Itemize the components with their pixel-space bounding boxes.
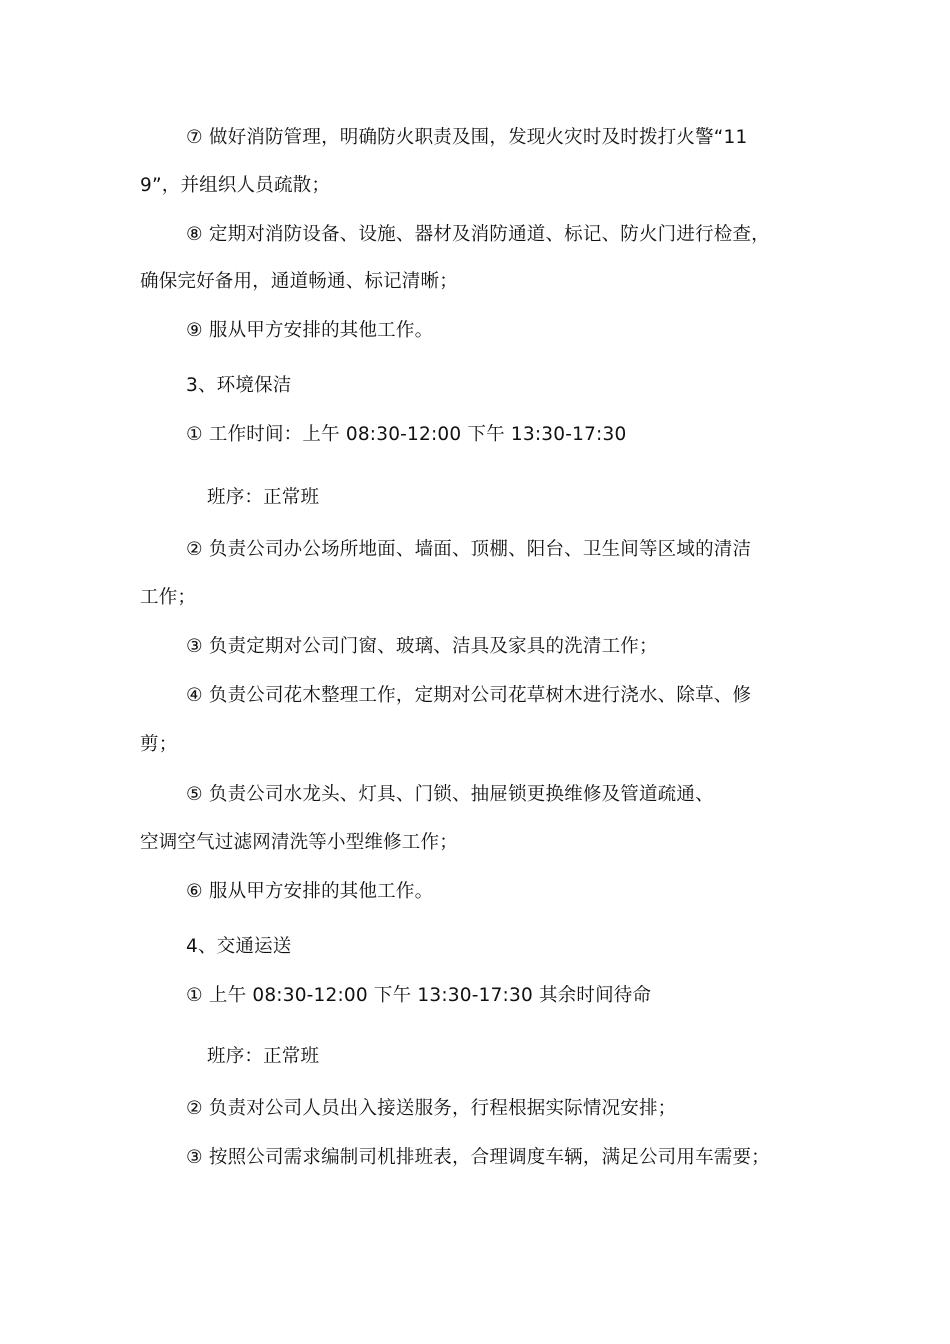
- text-line: ⑤ 负责公司水龙头、灯具、门锁、抽屉锁更换维修及管道疏通、: [186, 784, 714, 805]
- text-line: 剪；: [140, 734, 178, 755]
- text-line: ③ 按照公司需求编制司机排班表，合理调度车辆，满足公司用车需要；: [186, 1147, 770, 1168]
- text-line: ③ 负责定期对公司门窗、玻璃、洁具及家具的洗清工作；: [186, 636, 658, 657]
- text-line: ② 负责对公司人员出入接送服务，行程根据实际情况安排；: [186, 1098, 677, 1119]
- text-line: 工作；: [140, 587, 197, 608]
- text-line: ① 上午 08:30-12:00 下午 13:30-17:30 其余时间待命: [186, 985, 652, 1006]
- text-line: ⑧ 定期对消防设备、设施、器材及消防通道、标记、防火门进行检查，: [186, 224, 770, 245]
- text-line: ④ 负责公司花木整理工作，定期对公司花草树木进行浇水、除草、修: [186, 685, 752, 706]
- text-line: 9”，并组织人员疏散；: [140, 175, 331, 196]
- text-line: 班序：正常班: [207, 1046, 320, 1067]
- text-line: 确保完好备用，通道畅通、标记清晰；: [140, 271, 458, 292]
- text-line: ⑥ 服从甲方安排的其他工作。: [186, 881, 434, 902]
- text-line: ① 工作时间：上午 08:30-12:00 下午 13:30-17:30: [186, 424, 627, 445]
- text-line: ② 负责公司办公场所地面、墙面、顶棚、阳台、卫生间等区域的清洁: [186, 539, 752, 560]
- text-line: ⑨ 服从甲方安排的其他工作。: [186, 320, 434, 341]
- text-line: 空调空气过滤网清洗等小型维修工作；: [140, 832, 458, 853]
- section-heading: 4、交通运送: [186, 936, 292, 957]
- text-line: ⑦ 做好消防管理，明确防火职责及围，发现火灾时及时拨打火警“11: [186, 127, 748, 148]
- text-line: 班序：正常班: [207, 487, 320, 508]
- section-heading: 3、环境保洁: [186, 375, 292, 396]
